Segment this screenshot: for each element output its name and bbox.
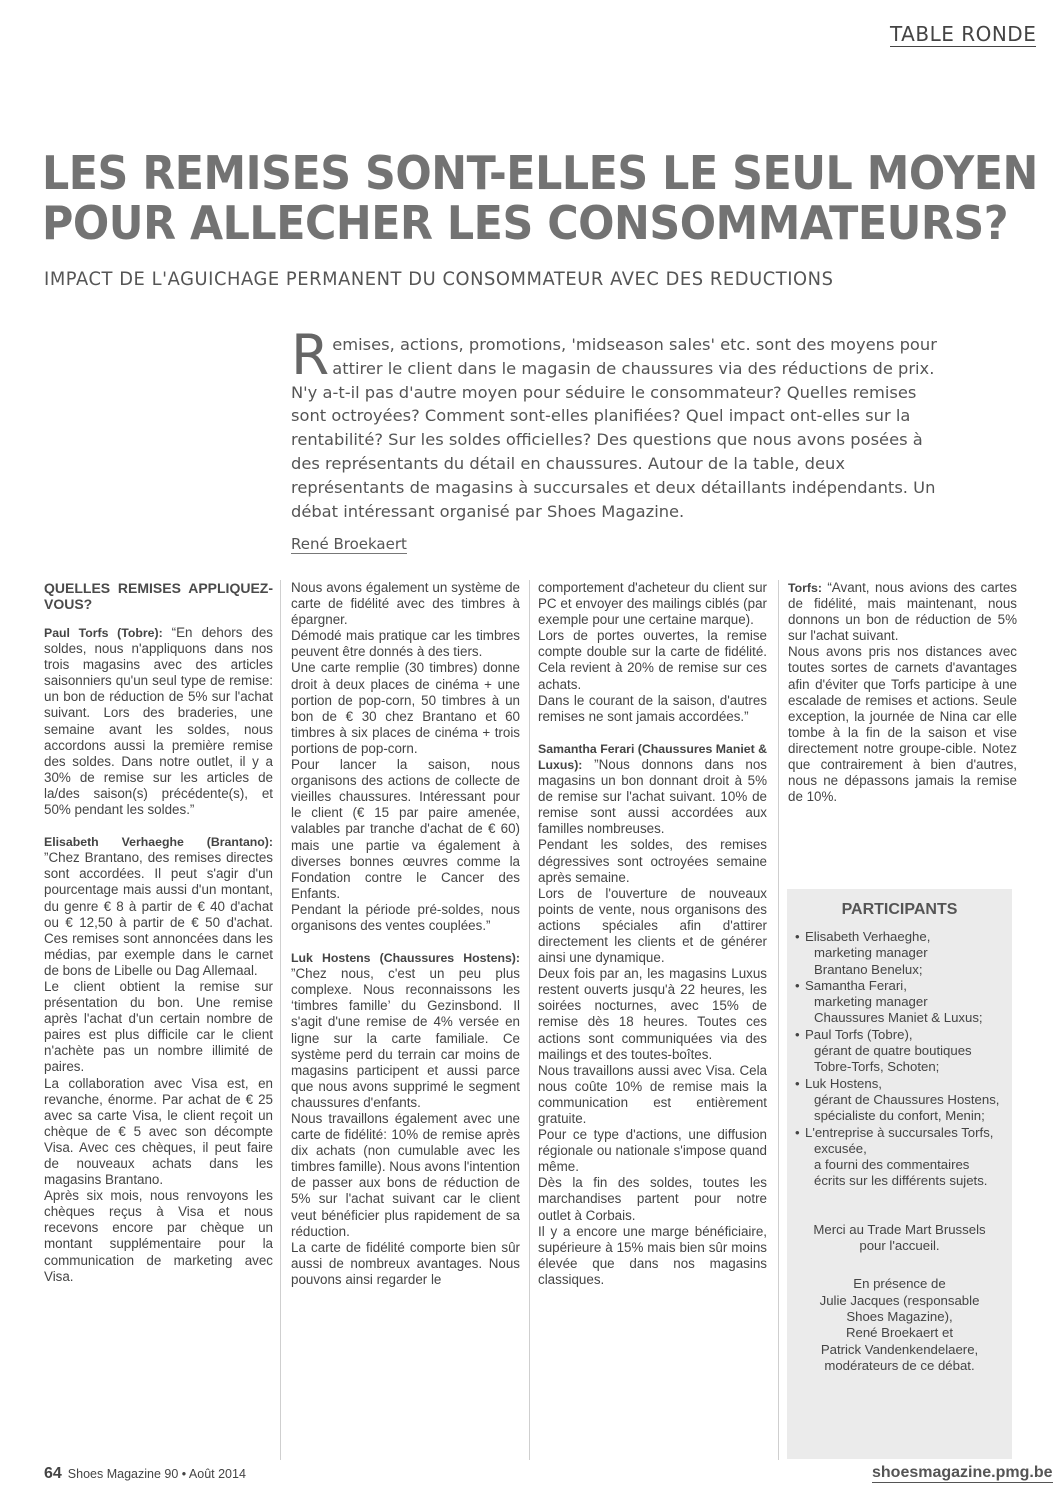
participant-name: Paul Torfs (Tobre),	[805, 1026, 913, 1042]
participant-role: marketing manager	[814, 945, 928, 961]
paragraph: Dès la fin des soldes, toutes les marchandises partent pour notre outlet à Corbais.	[538, 1175, 767, 1223]
quote-text: “Avant, nous avions des cartes de fidélité, mais maintenant, nous donnons un bon de réduction de 5% sur l'achat suivant.	[788, 580, 1017, 644]
paragraph: La collaboration avec Visa est, en revanche, énorme. Par achat de € 25 avec sa carte Visa, le client reçoit un chèque de € 5 avec son décompte Visa. Avec ces chèques, il peut faire de nouveaux achats dans les magasins Brantano.	[44, 1075, 273, 1188]
paragraph: Démodé mais pratique car les timbres peuvent être donnés à des tiers.	[291, 628, 520, 660]
presence-line: Julie Jacques (responsable	[819, 1292, 980, 1308]
bullet: •	[795, 1026, 800, 1042]
column-divider	[778, 580, 779, 1460]
quote-torfs	[788, 580, 1017, 644]
speaker-name: Elisabeth Verhaeghe (Brantano):	[44, 835, 273, 850]
quote-text: ”Chez nous, c'est un peu plus complexe. Nous reconnaissons les ‘timbres famille’ du Gezinsbond. Il s'agit d'une remise de 4% versée en ligne sur la carte familiale. Ce système perd du terrain car moins de magasins participent et aussi parce que nous avons supprimé le segment chaussures d'enfants.	[291, 966, 520, 1110]
paragraph: Pendant les soldes, des remises dégressives sont octroyées semaine après semaine.	[538, 837, 767, 885]
paragraph: La carte de fidélité comporte bien sûr aussi de nombreux avantages. Nous pouvons ainsi regarder le	[291, 1239, 520, 1287]
participants-box	[787, 889, 1012, 1459]
participant-company: spécialiste du confort, Menin;	[814, 1108, 985, 1124]
paragraph: Il y a encore une marge bénéficiaire, supérieure à 15% mais bien sûr moins élevée que dans nos magasins classiques.	[538, 1223, 767, 1287]
footer-left	[44, 1465, 246, 1483]
quote-paul-torfs	[44, 625, 273, 818]
headline	[42, 146, 1038, 250]
participant-role: excusée,	[814, 1140, 867, 1156]
bullet: •	[795, 1075, 800, 1091]
presence-line: Shoes Magazine),	[846, 1308, 953, 1324]
magazine-issue: Shoes Magazine 90 • Août 2014	[67, 1467, 246, 1481]
article-column-3	[538, 580, 767, 1288]
paragraph: Deux fois par an, les magasins Luxus restent ouverts jusqu'à 22 heures, les soirées nocturnes, avec 15% de remise dès 18 heures. Toutes ces actions sont communiquées via des mailings et des toutes-boîtes.	[538, 966, 767, 1062]
participant-role: marketing manager	[814, 994, 928, 1010]
participant-name: Samantha Ferari,	[805, 977, 907, 993]
section-heading: QUELLES REMISES APPLIQUEZ-VOUS?	[44, 580, 273, 612]
quote-text: “En dehors des soldes, nous n'appliquons dans nos trois magasins avec des articles saisonniers qu'un seul type de remise: un bon de réduction de 5% sur l'achat suivant. Lors des braderies, une semaine avant les soldes, nous accordons aussi la première remise des soldes. Dans notre outlet, il y a 30% de remise sur les articles de la/des saison(s) précédente(s), et 50% pendant les soldes.”	[44, 625, 273, 818]
participant-note: a fourni des commentaires	[814, 1157, 970, 1173]
paragraph: Après six mois, nous renvoyons les chèques reçus à Visa et nous recevons encore par chèque un montant supplémentaire pour la communication de marketing avec Visa.	[44, 1188, 273, 1284]
headline-line-2: POUR ALLECHER LES CONSOMMATEURS?	[42, 196, 1009, 250]
paragraph: Pendant la période pré-soldes, nous organisons des ventes couplées.”	[291, 901, 520, 933]
participant-role: gérant de Chaussures Hostens,	[814, 1091, 1000, 1107]
participant-company: Tobre-Torfs, Schoten;	[814, 1059, 940, 1075]
author-byline: René Broekaert	[291, 535, 407, 553]
article-column-2	[291, 580, 520, 1288]
paragraph: Nous avons également un système de carte de fidélité avec des timbres à épargner.	[291, 580, 520, 628]
intro-text: emises, actions, promotions, 'midseason sales' etc. sont des moyens pour attirer le client dans le magasin de chaussures via des réductions de prix. N'y a-t-il pas d'autre moyen pour séduire le consommateur? Quelles remises sont octroyées? Comment sont-elles planifiées? Quel impact ont-elles sur la rentabilité? Sur les soldes officielles? Des questions que nous avons posées à des représentants du détail en chaussures. Autour de la table, deux représentants de magasins à succursales et deux détaillants indépendants. Un débat intéressant organisé par Shoes Magazine.	[291, 335, 937, 521]
thanks-line: Merci au Trade Mart Brussels	[813, 1221, 986, 1237]
speaker-name: Luk Hostens (Chaussures Hostens):	[291, 951, 520, 966]
paragraph: Pour lancer la saison, nous organisons des actions de collecte de vieilles chaussures. Intéressant pour le client (€ 15 par paire amenée, valables par tranche d'achat de € 60) mais une partie va également à diverses bonnes œuvres comme la Fondation contre le Cancer des Enfants.	[291, 757, 520, 901]
paragraph: Une carte remplie (30 timbres) donne droit à deux places de cinéma + une portion de pop-corn, 50 timbres à un bon de € 30 chez Brantano et 60 timbres à six places de cinéma + trois portions de pop-corn.	[291, 660, 520, 756]
participant-item	[795, 1125, 1012, 1190]
drop-cap: R	[291, 323, 330, 387]
quote-text: ”Nous donnons dans nos magasins un bon donnant droit à 5% de remise sur l'achat suivant. 10% de remise sont aussi accordées aux familles nombreuses.	[538, 756, 767, 837]
paragraph: Nous travaillons également avec une carte de fidélité: 10% de remise après dix achats (non cumulable avec les timbres famille). Nous avons l'intention de passer aux bons de réduction de 5% sur l'achat suivant car le client veut bénéficier plus rapidement de sa réduction.	[291, 1111, 520, 1239]
paragraph: Lors de portes ouvertes, la remise compte double sur la carte de fidélité. Cela revient à 20% de remise sur ces achats.	[538, 628, 767, 692]
article-column-4	[788, 580, 1017, 805]
paragraph: Nous travaillons aussi avec Visa. Cela nous coûte 10% de remise mais la communication est entièrement gratuite.	[538, 1062, 767, 1126]
participant-item	[795, 1027, 1012, 1076]
participant-role: gérant de quatre boutiques	[814, 1043, 972, 1059]
participant-name: L'entreprise à succursales Torfs,	[805, 1124, 994, 1140]
participant-name: Elisabeth Verhaeghe,	[805, 929, 931, 944]
website-link[interactable]: shoesmagazine.pmg.be	[872, 1464, 1053, 1481]
article-column-1	[44, 580, 273, 1285]
intro-paragraph	[291, 323, 941, 523]
speaker-name: Samantha Ferari (Chaussures Maniet & Luxus):	[538, 741, 767, 772]
participant-item	[795, 929, 1012, 978]
quote-luk-hostens	[291, 950, 520, 1111]
participant-item	[795, 1076, 1012, 1125]
presence-line: modérateurs de ce débat.	[824, 1357, 975, 1373]
speaker-name: Paul Torfs (Tobre):	[44, 626, 163, 640]
column-divider	[280, 580, 281, 1460]
speaker-name: Torfs:	[788, 581, 822, 595]
thanks-note	[787, 1222, 1012, 1255]
participant-company: Chaussures Maniet & Luxus;	[814, 1010, 983, 1026]
quote-samantha-ferari	[538, 741, 767, 838]
participant-item	[795, 978, 1012, 1027]
section-label: TABLE RONDE	[890, 22, 1037, 46]
participant-company: Brantano Benelux;	[814, 961, 923, 977]
presence-line: En présence de	[853, 1276, 946, 1292]
bullet: •	[795, 1124, 800, 1140]
quote-elisabeth-verhaeghe	[44, 834, 273, 979]
presence-note	[787, 1276, 1012, 1374]
quote-text: ”Chez Brantano, des remises directes sont accordées. Il peut s'agir d'un pourcentage mais aussi d'un montant, du genre € 8 à partir de € 40 d'achat ou € 12,50 à partir de € 50 d'achat. Ces remises sont annoncées dans les médias, par exemple dans le carnet de bons de Libelle ou Dag Allemaal.	[44, 850, 273, 978]
bullet: •	[795, 977, 800, 993]
bullet: •	[795, 929, 800, 944]
page-number: 64	[44, 1465, 62, 1482]
headline-line-1: LES REMISES SONT-ELLES LE SEUL MOYEN	[42, 146, 1038, 200]
paragraph: Le client obtient la remise sur présentation du bon. Une remise après l'achat d'un certain nombre de paires est plus difficile car le client n'achète pas un nombre illimité de paires.	[44, 978, 273, 1075]
paragraph: comportement d'acheteur du client sur PC et envoyer des mailings ciblés (par exemple pour une certaine marque).	[538, 580, 767, 628]
paragraph: Dans le courant de la saison, d'autres remises ne sont jamais accordées.”	[538, 692, 767, 724]
participant-name: Luk Hostens,	[805, 1075, 882, 1091]
participants-heading: PARTICIPANTS	[841, 901, 958, 918]
column-divider	[529, 580, 530, 1460]
paragraph: Pour ce type d'actions, une diffusion régionale ou nationale s'impose quand même.	[538, 1127, 767, 1175]
paragraph: Lors de l'ouverture de nouveaux points de vente, nous organisons des actions spéciales afin d'attirer directement les clients et de générer ainsi une dynamique.	[538, 885, 767, 966]
participant-note: écrits sur les différents sujets.	[814, 1173, 988, 1189]
presence-line: Patrick Vandenkendelaere,	[820, 1341, 979, 1357]
thanks-line: pour l'accueil.	[859, 1238, 940, 1254]
paragraph: Nous avons pris nos distances avec toutes sortes de carnets d'avantages afin d'éviter que Torfs participe à une escalade de remises et actions. Seule exception, la journée de Nina car elle tombe à la fin de la saison et vise directement notre groupe-cible. Notez que contrairement à bien d'autres, nous ne dépassons jamais la remise de 10%.	[788, 644, 1017, 805]
subheadline: IMPACT DE L'AGUICHAGE PERMANENT DU CONSOMMATEUR AVEC DES REDUCTIONS	[44, 268, 834, 290]
presence-line: René Broekaert et	[845, 1325, 954, 1341]
participants-list	[787, 929, 1012, 1190]
